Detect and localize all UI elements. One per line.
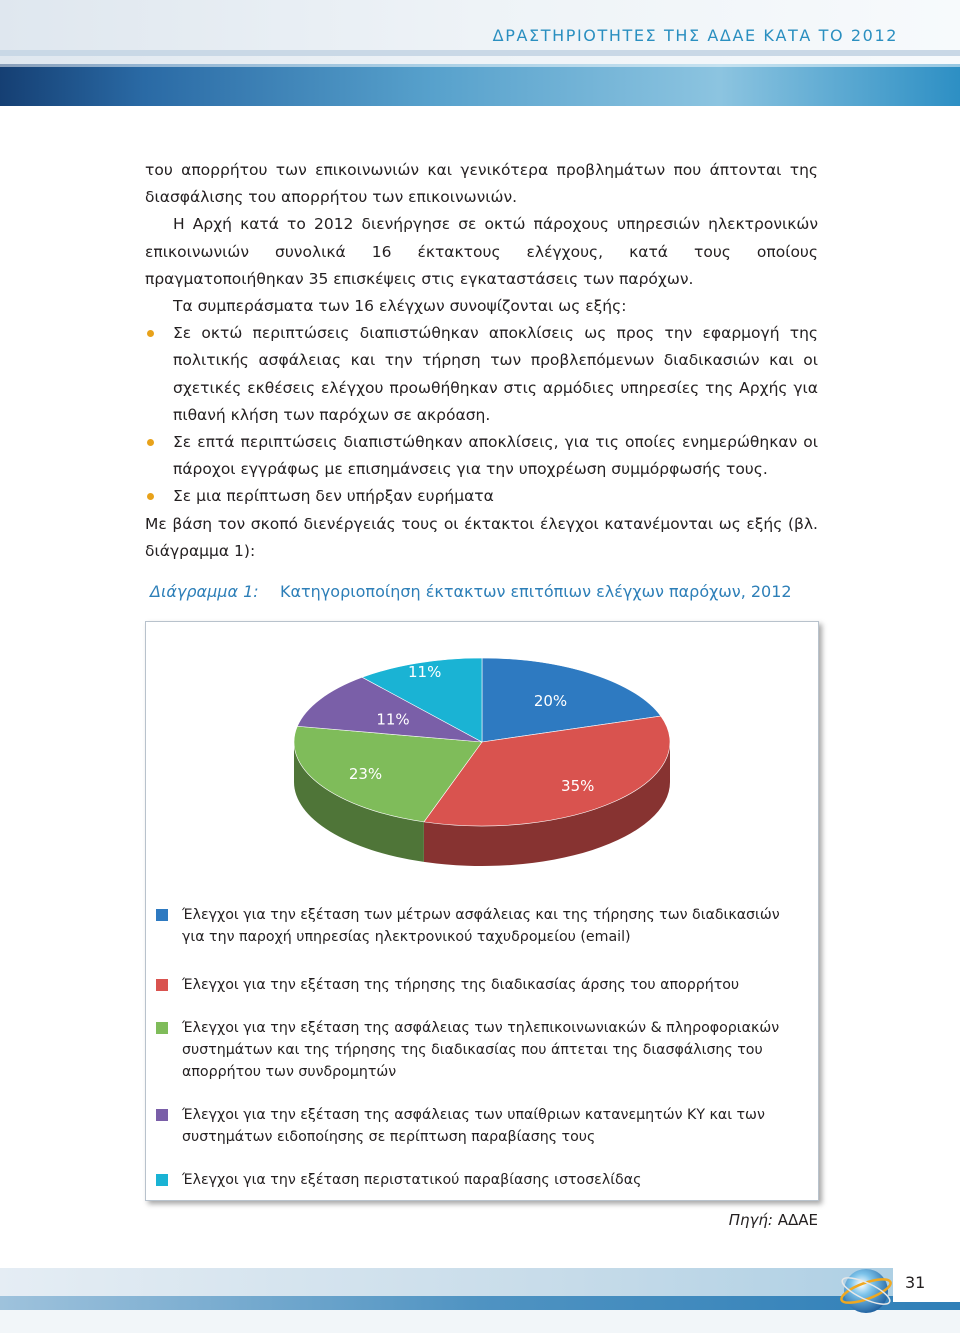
- paragraph-4: Με βάση τον σκοπό διενέργειάς τους οι έκτακτοι έλεγχοι κατανέμονται ως εξής (βλ. διάγραμμα 1):: [145, 514, 818, 560]
- header-band: [0, 0, 960, 106]
- paragraph-3: Τα συμπεράσματα των 16 ελέγχων συνοψίζονται ως εξής:: [173, 297, 627, 316]
- legend-item: [156, 974, 806, 996]
- legend-swatch: [156, 1174, 168, 1186]
- findings-list: [145, 320, 818, 510]
- page-number: 31: [905, 1273, 926, 1292]
- body-text: [145, 157, 818, 565]
- legend-swatch: [156, 979, 168, 991]
- legend-label: Έλεγχοι για την εξέταση της ασφάλειας των υπαίθριων κατανεμητών ΚΥ και των συστημάτων ειδοποίησης σε περίπτωση παραβίασης τους: [182, 1107, 765, 1145]
- legend-item: [156, 1169, 806, 1191]
- pie-data-label: 11%: [376, 710, 410, 729]
- legend-label: Έλεγχοι για την εξέταση περιστατικού παραβίασης ιστοσελίδας: [182, 1172, 642, 1188]
- figure-caption: [150, 582, 792, 601]
- pie-chart: [146, 622, 818, 902]
- chart-container: [145, 621, 819, 1201]
- pie-data-label: 35%: [561, 776, 595, 795]
- legend-swatch: [156, 1022, 168, 1034]
- source-value: ΑΔΑΕ: [777, 1211, 818, 1229]
- pie-data-label: 11%: [408, 662, 442, 681]
- caption-title: Κατηγοριοποίηση έκτακτων επιτόπιων ελέγχων παρόχων, 2012: [280, 582, 792, 601]
- list-item: Σε επτά περιπτώσεις διαπιστώθηκαν αποκλίσεις, για τις οποίες ενημερώθηκαν οι πάροχοι εγγράφως με επισημάνσεις για την υποχρέωση συμμόρφωσής τους.: [145, 429, 818, 483]
- source-label: Πηγή:: [728, 1211, 773, 1229]
- paragraph-2: Η Αρχή κατά το 2012 διενήργησε σε οκτώ πάροχους υπηρεσιών ηλεκτρονικών επικοινωνιών συνολικά 16 έκτακτους ελέγχους, κατά τους οποίους πραγματοποιήθηκαν 35 επισκέψεις στις εγκαταστάσεις των παρόχων.: [145, 215, 818, 288]
- header-title: ΔΡΑΣΤΗΡΙΟΤΗΤΕΣ ΤΗΣ ΑΔΑΕ ΚΑΤΑ ΤΟ 2012: [492, 26, 898, 45]
- list-item: Σε μια περίπτωση δεν υπήρξαν ευρήματα: [145, 483, 818, 510]
- legend-label: Έλεγχοι για την εξέταση της τήρησης της διαδικασίας άρσης του απορρήτου: [182, 977, 740, 993]
- legend-item: [156, 1017, 806, 1083]
- source-note: [729, 1211, 818, 1229]
- legend-label: Έλεγχοι για την εξέταση των μέτρων ασφάλειας και της τήρησης των διαδικασιών για την παροχή υπηρεσίας ηλεκτρονικού ταχυδρομείου (email): [182, 907, 780, 945]
- list-item: Σε οκτώ περιπτώσεις διαπιστώθηκαν αποκλίσεις ως προς την εφαρμογή της πολιτικής ασφάλειας και την τήρηση των προβλεπόμενων διαδικασιών και οι σχετικές εκθέσεις ελέγχου προωθήθηκαν στις αρμόδιες υπηρεσίες της Αρχής για πιθανή κλήση των παρόχων σε ακρόαση.: [145, 320, 818, 429]
- footer-band: [0, 1268, 960, 1333]
- legend-swatch: [156, 1109, 168, 1121]
- caption-label: Διάγραμμα 1:: [150, 582, 259, 601]
- paragraph-1: του απορρήτου των επικοινωνιών και γενικότερα προβλημάτων που άπτονται της διασφάλισης του απορρήτου των επικοινωνιών.: [145, 161, 818, 207]
- pie-data-label: 20%: [533, 691, 568, 710]
- pie-data-label: 23%: [348, 764, 383, 783]
- legend-item: [156, 1104, 806, 1148]
- legend-item: [156, 904, 806, 948]
- legend-swatch: [156, 909, 168, 921]
- legend-label: Έλεγχοι για την εξέταση της ασφάλειας των τηλεπικοινωνιακών & πληροφοριακών συστημάτων και της τήρησης της διαδικασίας που άπτεται της διασφάλισης του απορρήτου των συνδρομητών: [182, 1020, 780, 1080]
